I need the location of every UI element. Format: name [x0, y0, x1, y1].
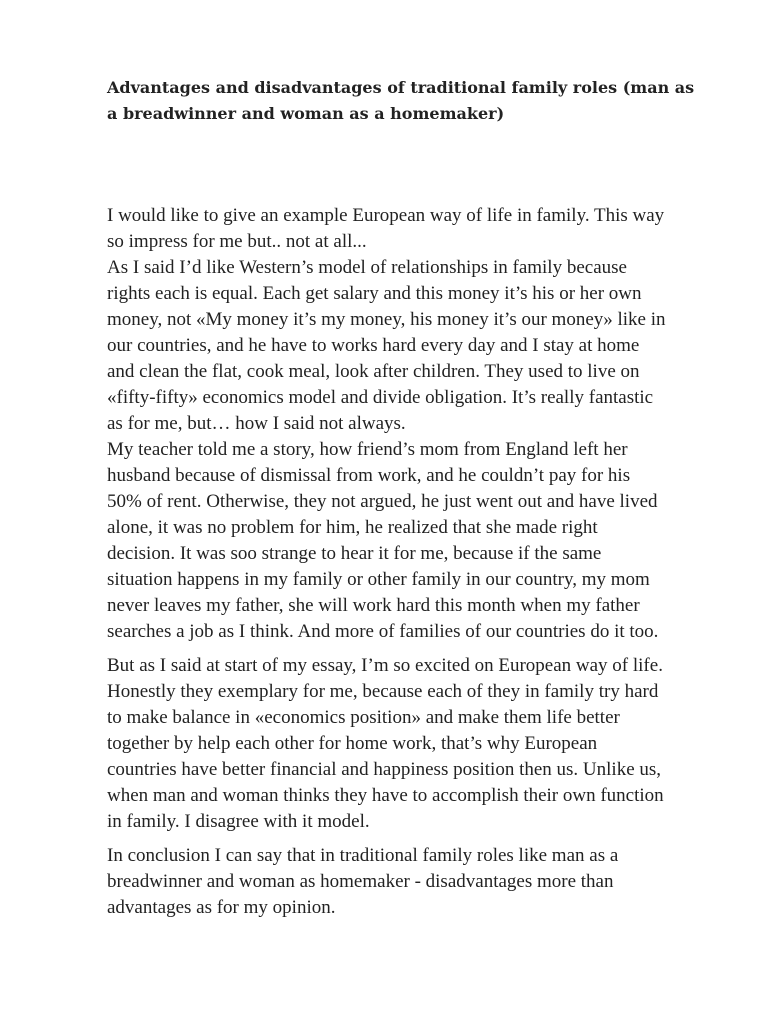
paragraph-line: in family. I disagree with it model. [107, 811, 370, 832]
paragraph-line: alone, it was no problem for him, he realized that she made right [107, 517, 598, 538]
paragraph-line: decision. It was soo strange to hear it for me, because if the same [107, 543, 602, 564]
paragraph-line: never leaves my father, she will work hard this month when my father [107, 595, 640, 616]
paragraph-line: advantages as for my opinion. [107, 897, 336, 918]
paragraph-line: to make balance in «economics position» and make them life better [107, 707, 620, 728]
paragraph-2 [107, 653, 727, 835]
paragraph-line: as for me, but… how I said not always. [107, 413, 406, 434]
paragraph-line: situation happens in my family or other family in our country, my mom [107, 569, 650, 590]
paragraph-line: rights each is equal. Each get salary and this money it’s his or her own [107, 283, 642, 304]
paragraph-line: I would like to give an example European way of life in family. This way [107, 205, 665, 226]
paragraph-line: 50% of rent. Otherwise, they not argued, he just went out and have lived [107, 491, 658, 512]
paragraph-line: countries have better financial and happiness position then us. Unlike us, [107, 759, 662, 780]
document-title: Advantages and disadvantages of traditional family roles (man as a breadwinner and woman as a homemaker) [107, 78, 695, 123]
paragraph-line: so impress for me but.. not at all... [107, 231, 367, 252]
paragraph-1 [107, 203, 727, 645]
paragraph-line: money, not «My money it’s my money, his money it’s our money» like in [107, 309, 666, 330]
paragraph-line: But as I said at start of my essay, I’m so excited on European way of life. [107, 655, 663, 676]
paragraph-line: In conclusion I can say that in traditional family roles like man as a [107, 845, 619, 866]
paragraph-line: searches a job as I think. And more of families of our countries do it too. [107, 621, 659, 642]
document-body [107, 203, 727, 921]
paragraph-line: when man and woman thinks they have to accomplish their own function [107, 785, 664, 806]
paragraph-3 [107, 843, 727, 921]
paragraph-line: As I said I’d like Western’s model of relationships in family because [107, 257, 627, 278]
paragraph-line: husband because of dismissal from work, and he couldn’t pay for his [107, 465, 631, 486]
paragraph-line: Honestly they exemplary for me, because each of they in family try hard [107, 681, 659, 702]
paragraph-line: together by help each other for home work, that’s why European [107, 733, 598, 754]
paragraph-line: My teacher told me a story, how friend’s mom from England left her [107, 439, 628, 460]
paragraph-line: «fifty-fifty» economics model and divide obligation. It’s really fantastic [107, 387, 654, 408]
paragraph-line: and clean the flat, cook meal, look after children. They used to live on [107, 361, 640, 382]
paragraph-line: our countries, and he have to works hard every day and I stay at home [107, 335, 640, 356]
paragraph-line: breadwinner and woman as homemaker - disadvantages more than [107, 871, 614, 892]
